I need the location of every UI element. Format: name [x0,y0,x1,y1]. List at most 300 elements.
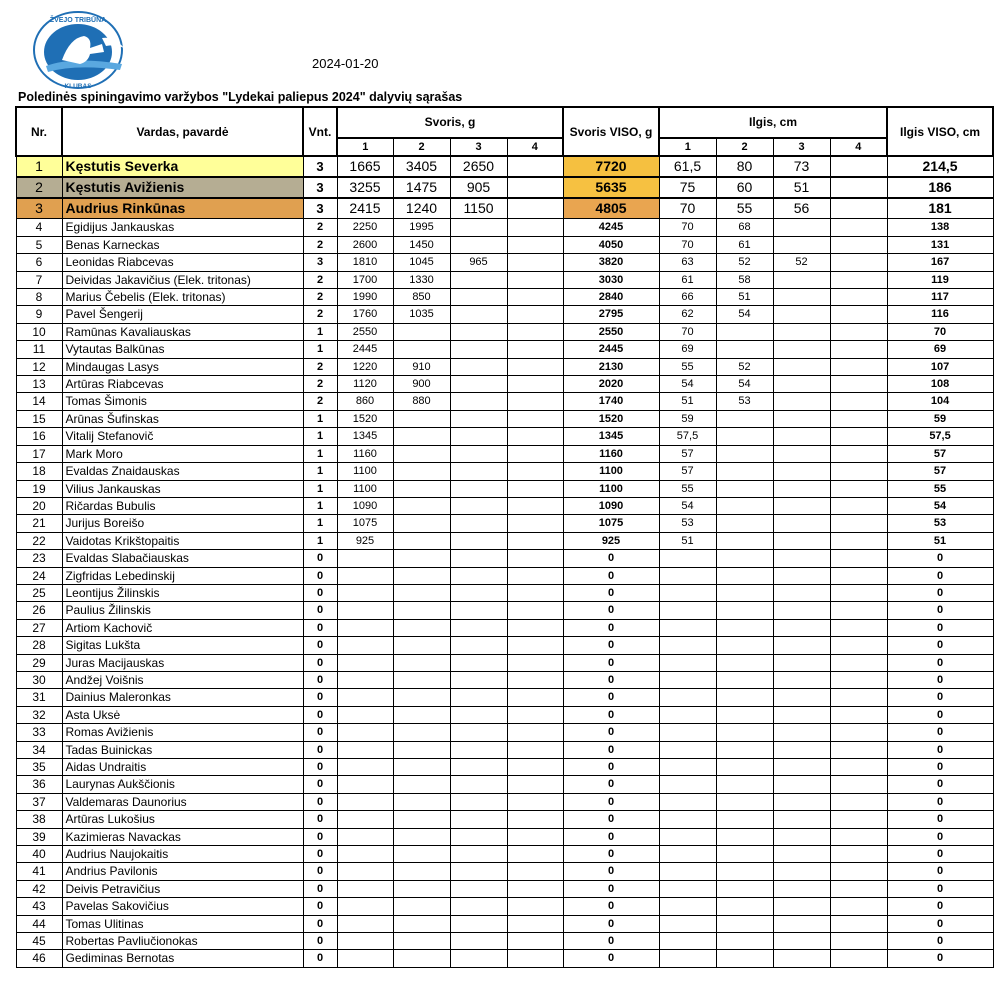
cell-length-2: 53 [716,393,773,410]
cell-length-total: 0 [887,550,993,567]
table-row [16,254,993,271]
cell-length-total: 181 [887,198,993,219]
cell-length-4 [830,177,887,198]
logo-text-top: ŽVEJO TRIBŪNA [49,17,107,24]
cell-vnt: 0 [303,671,337,688]
cell-weight-2 [393,793,450,810]
cell-length-3 [773,915,830,932]
cell-weight-2 [393,671,450,688]
cell-length-3 [773,898,830,915]
cell-weight-total: 4805 [563,198,659,219]
cell-vnt: 1 [303,428,337,445]
cell-vnt: 0 [303,793,337,810]
cell-weight-1 [337,880,393,897]
cell-name: Andžej Voišnis [62,671,303,688]
cell-weight-3 [450,689,507,706]
cell-name: Artūras Riabcevas [62,376,303,393]
cell-length-1 [659,706,716,723]
cell-weight-3 [450,376,507,393]
cell-weight-3 [450,793,507,810]
cell-length-total: 0 [887,654,993,671]
cell-length-total: 0 [887,898,993,915]
cell-length-total: 0 [887,671,993,688]
cell-length-3: 56 [773,198,830,219]
cell-vnt: 2 [303,236,337,253]
cell-length-total: 0 [887,619,993,636]
table-row [16,271,993,288]
cell-length-3 [773,289,830,306]
cell-weight-2 [393,724,450,741]
cell-length-1 [659,602,716,619]
cell-length-2: 80 [716,156,773,177]
cell-weight-2: 1330 [393,271,450,288]
cell-weight-1 [337,637,393,654]
cell-length-2 [716,950,773,967]
cell-weight-2 [393,445,450,462]
cell-length-total: 57,5 [887,428,993,445]
cell-weight-4 [507,341,563,358]
cell-weight-2 [393,497,450,514]
cell-vnt: 0 [303,846,337,863]
cell-length-1 [659,898,716,915]
cell-length-1 [659,846,716,863]
cell-length-total: 70 [887,323,993,340]
cell-weight-3 [450,637,507,654]
cell-weight-1: 2445 [337,341,393,358]
cell-nr: 40 [16,846,62,863]
col-weight-total: Svoris VISO, g [563,107,659,156]
cell-weight-2 [393,706,450,723]
cell-weight-2 [393,950,450,967]
cell-weight-2 [393,811,450,828]
cell-length-1 [659,793,716,810]
cell-vnt: 1 [303,497,337,514]
cell-weight-2 [393,846,450,863]
cell-length-4 [830,306,887,323]
cell-weight-4 [507,497,563,514]
cell-length-total: 138 [887,219,993,236]
cell-weight-2 [393,515,450,532]
cell-weight-3 [450,933,507,950]
cell-weight-total: 7720 [563,156,659,177]
cell-nr: 38 [16,811,62,828]
cell-length-4 [830,219,887,236]
cell-name: Juras Macijauskas [62,654,303,671]
cell-length-total: 0 [887,724,993,741]
cell-name: Robertas Pavliučionokas [62,933,303,950]
cell-nr: 24 [16,567,62,584]
cell-nr: 20 [16,497,62,514]
cell-weight-4 [507,602,563,619]
cell-length-4 [830,156,887,177]
cell-length-total: 117 [887,289,993,306]
cell-length-4 [830,654,887,671]
cell-length-total: 131 [887,236,993,253]
table-row [16,306,993,323]
cell-length-total: 69 [887,341,993,358]
cell-weight-1 [337,933,393,950]
cell-length-2 [716,689,773,706]
cell-length-2 [716,497,773,514]
cell-weight-total: 1100 [563,463,659,480]
cell-length-2 [716,532,773,549]
cell-length-3 [773,793,830,810]
cell-length-4 [830,428,887,445]
cell-weight-1 [337,550,393,567]
cell-weight-1 [337,741,393,758]
cell-weight-4 [507,358,563,375]
cell-name: Kęstutis Avižienis [62,177,303,198]
cell-weight-3 [450,428,507,445]
cell-length-2 [716,445,773,462]
cell-weight-1: 3255 [337,177,393,198]
cell-length-total: 107 [887,358,993,375]
cell-vnt: 2 [303,219,337,236]
table-body [16,156,993,967]
table-row [16,428,993,445]
cell-weight-4 [507,759,563,776]
cell-length-4 [830,706,887,723]
cell-weight-total: 0 [563,654,659,671]
cell-length-total: 59 [887,410,993,427]
cell-weight-1: 1220 [337,358,393,375]
cell-name: Audrius Naujokaitis [62,846,303,863]
cell-length-3 [773,759,830,776]
cell-name: Evaldas Slabačiauskas [62,550,303,567]
cell-length-1 [659,637,716,654]
cell-weight-4 [507,863,563,880]
cell-length-2: 61 [716,236,773,253]
cell-length-3 [773,828,830,845]
cell-name: Benas Karneckas [62,236,303,253]
cell-weight-1: 1100 [337,480,393,497]
cell-vnt: 0 [303,602,337,619]
col-length-total: Ilgis VISO, cm [887,107,993,156]
cell-length-3 [773,584,830,601]
cell-weight-total: 925 [563,532,659,549]
cell-weight-total: 2130 [563,358,659,375]
cell-weight-1: 860 [337,393,393,410]
cell-weight-1 [337,671,393,688]
cell-length-1: 55 [659,480,716,497]
cell-length-total: 0 [887,584,993,601]
cell-vnt: 1 [303,515,337,532]
cell-length-2: 52 [716,358,773,375]
cell-length-2 [716,880,773,897]
cell-weight-total: 2020 [563,376,659,393]
cell-name: Tomas Šimonis [62,393,303,410]
table-row [16,463,993,480]
cell-weight-4 [507,898,563,915]
cell-length-2: 54 [716,376,773,393]
cell-weight-2 [393,863,450,880]
cell-weight-1: 925 [337,532,393,549]
cell-weight-1 [337,689,393,706]
cell-length-total: 167 [887,254,993,271]
cell-length-3 [773,393,830,410]
cell-weight-1 [337,915,393,932]
cell-nr: 23 [16,550,62,567]
cell-length-3 [773,863,830,880]
cell-length-2 [716,776,773,793]
cell-weight-3 [450,706,507,723]
cell-length-2: 68 [716,219,773,236]
cell-length-2 [716,602,773,619]
table-row [16,358,993,375]
cell-weight-4 [507,654,563,671]
cell-vnt: 2 [303,358,337,375]
table-row [16,671,993,688]
cell-length-3 [773,724,830,741]
cell-length-2 [716,793,773,810]
cell-name: Vilius Jankauskas [62,480,303,497]
cell-weight-2 [393,619,450,636]
cell-nr: 41 [16,863,62,880]
cell-weight-3 [450,393,507,410]
cell-length-3 [773,480,830,497]
table-row [16,480,993,497]
cell-vnt: 2 [303,376,337,393]
cell-length-total: 0 [887,933,993,950]
cell-nr: 26 [16,602,62,619]
cell-weight-1: 1520 [337,410,393,427]
cell-weight-total: 1090 [563,497,659,514]
cell-length-1 [659,776,716,793]
cell-nr: 45 [16,933,62,950]
cell-weight-4 [507,532,563,549]
cell-vnt: 0 [303,811,337,828]
cell-length-3 [773,445,830,462]
cell-length-4 [830,724,887,741]
cell-name: Pavelas Sakovičius [62,898,303,915]
cell-name: Valdemaras Daunorius [62,793,303,810]
cell-length-total: 0 [887,880,993,897]
col-vnt: Vnt. [303,107,337,156]
cell-length-2: 60 [716,177,773,198]
cell-nr: 30 [16,671,62,688]
cell-length-4 [830,619,887,636]
cell-weight-total: 1160 [563,445,659,462]
cell-weight-total: 0 [563,933,659,950]
cell-length-total: 0 [887,689,993,706]
cell-name: Romas Avižienis [62,724,303,741]
cell-vnt: 3 [303,198,337,219]
cell-length-3 [773,376,830,393]
table-row [16,846,993,863]
cell-weight-3 [450,463,507,480]
cell-length-total: 214,5 [887,156,993,177]
cell-vnt: 3 [303,156,337,177]
cell-length-total: 116 [887,306,993,323]
cell-weight-total: 0 [563,741,659,758]
cell-length-4 [830,236,887,253]
cell-weight-3 [450,410,507,427]
cell-nr: 4 [16,219,62,236]
cell-length-total: 0 [887,828,993,845]
cell-nr: 16 [16,428,62,445]
cell-length-3 [773,463,830,480]
cell-weight-1: 1160 [337,445,393,462]
cell-weight-4 [507,410,563,427]
cell-vnt: 0 [303,915,337,932]
event-date: 2024-01-20 [312,56,379,71]
cell-weight-1 [337,863,393,880]
cell-name: Ramūnas Kavaliauskas [62,323,303,340]
cell-name: Tomas Ulitinas [62,915,303,932]
table-row [16,654,993,671]
cell-length-3 [773,428,830,445]
cell-name: Artūras Lukošius [62,811,303,828]
cell-length-4 [830,567,887,584]
table-row [16,445,993,462]
cell-name: Sigitas Lukšta [62,637,303,654]
cell-weight-4 [507,689,563,706]
table-row [16,393,993,410]
cell-name: Kęstutis Severka [62,156,303,177]
cell-weight-3 [450,863,507,880]
cell-length-1: 51 [659,393,716,410]
cell-length-4 [830,254,887,271]
cell-nr: 43 [16,898,62,915]
cell-length-1 [659,933,716,950]
col-nr: Nr. [16,107,62,156]
cell-name: Asta Uksė [62,706,303,723]
table-row [16,619,993,636]
cell-weight-2 [393,689,450,706]
cell-weight-3 [450,671,507,688]
cell-length-3 [773,236,830,253]
cell-vnt: 0 [303,689,337,706]
table-row [16,341,993,358]
table-row [16,863,993,880]
col-weight-group: Svoris, g [337,107,563,138]
cell-weight-1: 1810 [337,254,393,271]
logo-text-bottom: KLUBAS [64,83,92,90]
cell-weight-2: 880 [393,393,450,410]
cell-length-1: 57,5 [659,428,716,445]
cell-weight-4 [507,671,563,688]
cell-length-total: 104 [887,393,993,410]
cell-weight-total: 0 [563,724,659,741]
cell-vnt: 0 [303,567,337,584]
cell-length-3 [773,358,830,375]
cell-weight-2 [393,776,450,793]
cell-weight-3 [450,619,507,636]
col-weight-2: 2 [393,138,450,156]
cell-length-3 [773,323,830,340]
cell-length-2: 52 [716,254,773,271]
cell-weight-2: 900 [393,376,450,393]
cell-length-total: 0 [887,863,993,880]
cell-weight-total: 0 [563,759,659,776]
cell-nr: 14 [16,393,62,410]
cell-weight-total: 2840 [563,289,659,306]
cell-length-2 [716,584,773,601]
cell-length-total: 0 [887,602,993,619]
cell-weight-total: 0 [563,637,659,654]
cell-length-total: 0 [887,776,993,793]
cell-weight-total: 0 [563,846,659,863]
cell-weight-3 [450,358,507,375]
cell-weight-total: 2550 [563,323,659,340]
cell-weight-total: 1520 [563,410,659,427]
cell-length-1 [659,880,716,897]
cell-weight-1: 2550 [337,323,393,340]
cell-length-2 [716,863,773,880]
cell-weight-3 [450,480,507,497]
cell-nr: 13 [16,376,62,393]
cell-weight-4 [507,776,563,793]
cell-weight-3 [450,306,507,323]
cell-name: Leonidas Riabcevas [62,254,303,271]
cell-weight-4 [507,428,563,445]
cell-weight-total: 0 [563,915,659,932]
cell-vnt: 1 [303,445,337,462]
cell-vnt: 1 [303,341,337,358]
cell-weight-1: 2600 [337,236,393,253]
cell-weight-2: 1475 [393,177,450,198]
cell-weight-1 [337,828,393,845]
col-weight-4: 4 [507,138,563,156]
cell-length-1 [659,741,716,758]
table-row [16,156,993,177]
cell-length-4 [830,811,887,828]
cell-nr: 6 [16,254,62,271]
cell-weight-total: 0 [563,880,659,897]
cell-weight-4 [507,828,563,845]
cell-name: Gediminas Bernotas [62,950,303,967]
cell-vnt: 0 [303,950,337,967]
cell-weight-total: 0 [563,567,659,584]
cell-weight-total: 1345 [563,428,659,445]
cell-length-3 [773,671,830,688]
cell-weight-1 [337,654,393,671]
cell-length-4 [830,271,887,288]
cell-name: Deivis Petravičius [62,880,303,897]
cell-weight-1 [337,619,393,636]
cell-length-2 [716,410,773,427]
cell-weight-4 [507,950,563,967]
cell-length-total: 0 [887,793,993,810]
table-row [16,776,993,793]
cell-length-4 [830,689,887,706]
cell-weight-2: 910 [393,358,450,375]
cell-length-2 [716,706,773,723]
cell-length-1: 66 [659,289,716,306]
cell-weight-4 [507,254,563,271]
cell-nr: 12 [16,358,62,375]
cell-vnt: 0 [303,898,337,915]
cell-nr: 5 [16,236,62,253]
cell-length-4 [830,933,887,950]
cell-length-4 [830,463,887,480]
cell-vnt: 0 [303,776,337,793]
cell-name: Vaidotas Krikštopaitis [62,532,303,549]
cell-length-1: 54 [659,376,716,393]
cell-nr: 2 [16,177,62,198]
cell-length-3 [773,602,830,619]
cell-weight-1 [337,602,393,619]
cell-weight-total: 0 [563,863,659,880]
cell-weight-3 [450,219,507,236]
cell-weight-total: 0 [563,550,659,567]
cell-weight-4 [507,198,563,219]
col-weight-1: 1 [337,138,393,156]
cell-length-3 [773,654,830,671]
cell-length-1: 61,5 [659,156,716,177]
cell-nr: 8 [16,289,62,306]
cell-length-2 [716,480,773,497]
